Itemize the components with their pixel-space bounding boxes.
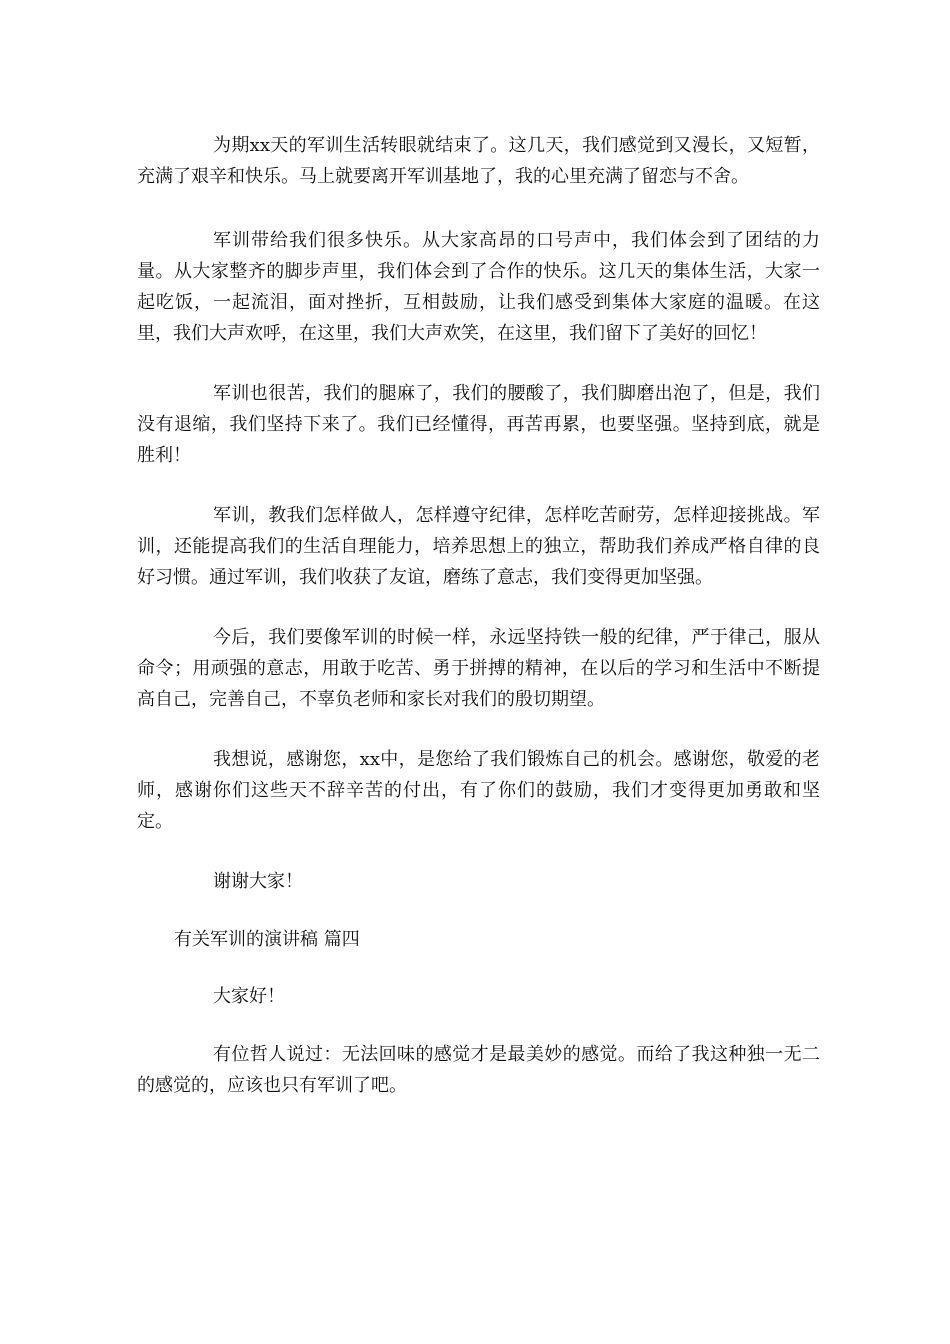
document-page xyxy=(137,130,820,1101)
paragraph-training-ending: 为期xx天的军训生活转眼就结束了。这几天，我们感觉到又漫长，又短暂，充满了艰辛和快乐。马上就要离开军训基地了，我的心里充满了留恋与不舍。 xyxy=(137,135,820,187)
section-heading: 有关军训的演讲稿 篇四 xyxy=(174,929,360,950)
paragraph-philosopher-quote: 有位哲人说过：无法回味的感觉才是最美妙的感觉。而给了我这种独一无二的感觉的，应该也只有军训了吧。 xyxy=(137,1044,820,1096)
paragraph-thank-you: 谢谢大家！ xyxy=(213,871,303,892)
paragraph-future-resolve: 今后，我们要像军训的时候一样，永远坚持铁一般的纪律，严于律己，服从命令；用顽强的意志，用敢于吃苦、勇于拼搏的精神，在以后的学习和生活中不断提高自己，完善自己，不辜负老师和家长对我们的殷切期望。 xyxy=(137,627,820,710)
paragraph-thanks-school: 我想说，感谢您，xx中，是您给了我们锻炼自己的机会。感谢您，敬爱的老师，感谢你们这些天不辞辛苦的付出，有了你们的鼓励，我们才变得更加勇敢和坚定。 xyxy=(137,749,820,832)
paragraph-training-lessons: 军训，教我们怎样做人，怎样遵守纪律，怎样吃苦耐劳，怎样迎接挑战。军训，还能提高我们的生活自理能力，培养思想上的独立，帮助我们养成严格自律的良好习惯。通过军训，我们收获了友谊，磨练了意志，我们变得更加坚强。 xyxy=(137,505,820,588)
paragraph-training-hardship: 军训也很苦，我们的腿麻了，我们的腰酸了，我们脚磨出泡了，但是，我们没有退缩，我们坚持下来了。我们已经懂得，再苦再累，也要坚强。坚持到底，就是胜利！ xyxy=(137,383,820,466)
paragraph-training-joy: 军训带给我们很多快乐。从大家高昂的口号声中，我们体会到了团结的力量。从大家整齐的脚步声里，我们体会到了合作的快乐。这几天的集体生活，大家一起吃饭，一起流泪，面对挫折，互相鼓励，让我们感受到集体大家庭的温暖。在这里，我们大声欢呼，在这里，我们大声欢笑，在这里，我们留下了美好的回忆！ xyxy=(137,230,820,344)
paragraph-greeting: 大家好！ xyxy=(213,986,285,1007)
